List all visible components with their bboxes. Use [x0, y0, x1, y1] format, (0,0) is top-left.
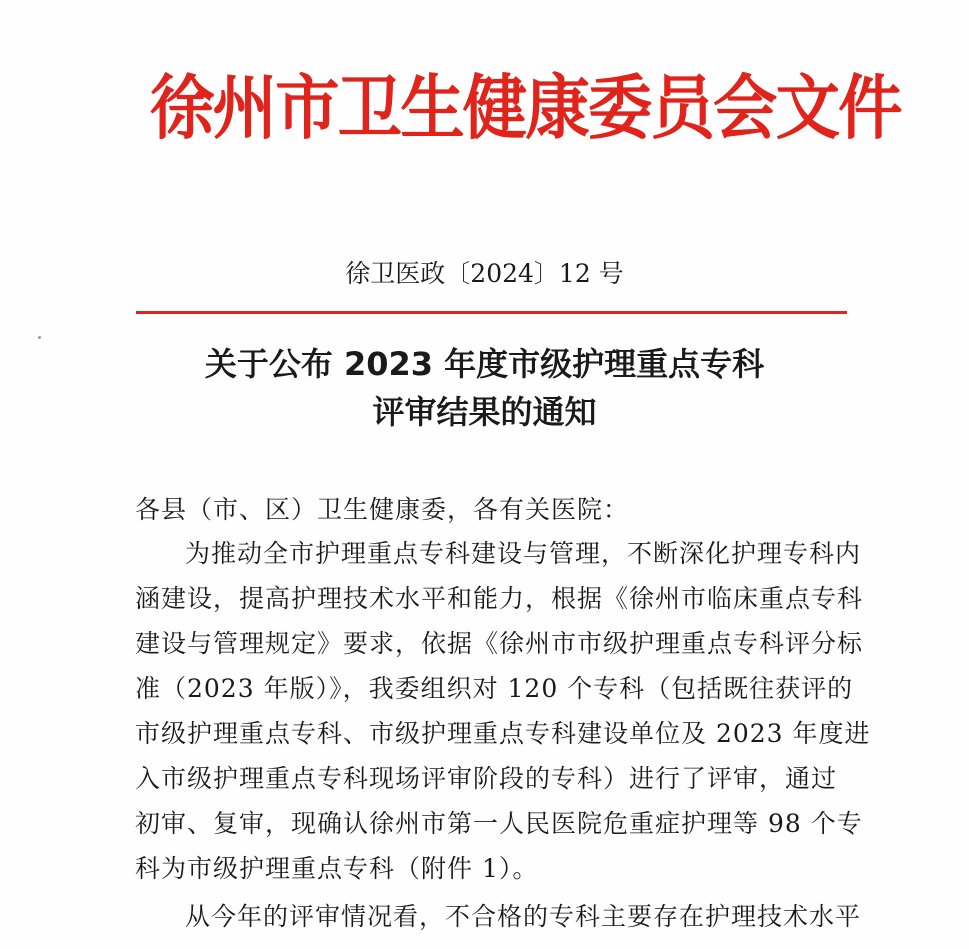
addressee-line: 各县（市、区）卫生健康委，各有关医院：: [135, 495, 630, 524]
paragraph-line: 涵建设，提高护理技术水平和能力，根据《徐州市临床重点专科: [135, 584, 864, 613]
scan-speck: [38, 336, 41, 339]
paragraph-line: 建设与管理规定》要求，依据《徐州市市级护理重点专科评分标: [135, 629, 864, 658]
document-masthead: 徐州市卫生健康委员会文件: [150, 67, 901, 149]
paragraph-line: 初审、复审，现确认徐州市第一人民医院危重症护理等 98 个专: [135, 809, 863, 838]
paragraph-line: 准（2023 年版）》，我委组织对 120 个专科（包括既往获评的: [135, 674, 854, 703]
notice-title-line-1: 关于公布 2023 年度市级护理重点专科: [204, 345, 765, 383]
paragraph-line: 入市级护理重点专科现场评审阶段的专科）进行了评审，通过: [135, 764, 838, 793]
paragraph-line: 从今年的评审情况看，不合格的专科主要存在护理技术水平: [185, 902, 862, 931]
paragraph-line: 科为市级护理重点专科（附件 1）。: [135, 854, 539, 883]
red-divider-line: [136, 311, 847, 314]
paragraph-line: 市级护理重点专科、市级护理重点专科建设单位及 2023 年度进: [135, 719, 871, 748]
paragraph-line: 为推动全市护理重点专科建设与管理，不断深化护理专科内: [185, 539, 862, 568]
document-number: 徐卫医政〔2024〕12 号: [345, 259, 624, 288]
notice-title-line-2: 评审结果的通知: [372, 393, 597, 431]
